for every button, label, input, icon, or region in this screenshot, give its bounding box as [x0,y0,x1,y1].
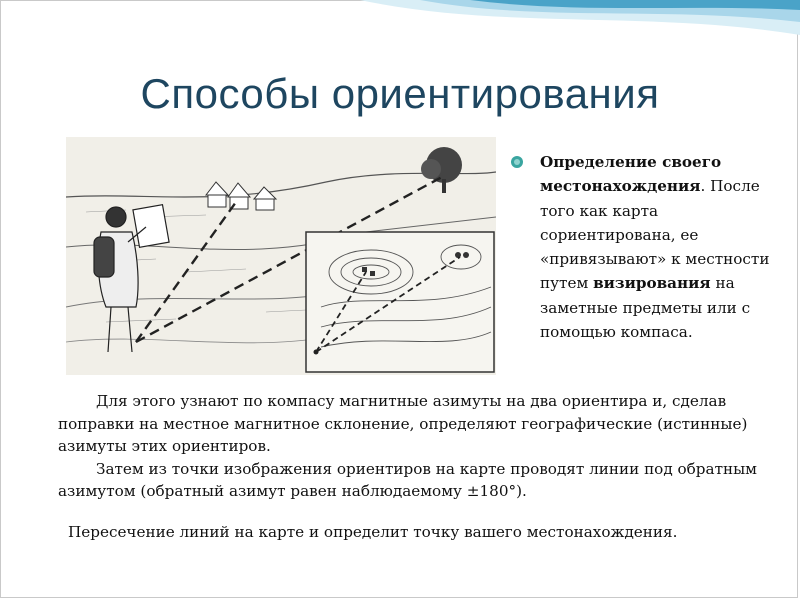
bullet-text-part1: После того как карта сориентирована, ее «привязывают» к местности путем [540,177,770,293]
paragraph-reverse-azimuth: Затем из точки изображения ориентиров на карте проводят линии под обратным азимутом (обратный азимут равен наблюдаемому ±180°). [58,459,757,500]
orientation-illustration [66,137,496,375]
paragraph-azimuths: Для этого узнают по компасу магнитные азимуты на два ориентира и, сделав поправки на местное магнитное склонение, определяют географические (истинные) азимуты этих ориентиров. [58,392,748,455]
bullet-heading: Определение своего местонахождения [540,153,722,196]
bullet-marker-icon [510,155,524,169]
bullet-text-part2: на заметные предметы или с помощью компаса. [540,274,751,342]
bullet-heading-end: . [700,177,706,196]
bullet-text [540,150,780,344]
bullet-keyword: визирования [593,274,711,293]
paragraph-conclusion: Пересечение линий на карте и определит точку вашего местонахождения. [68,522,678,541]
header-wave-decoration [0,0,800,60]
bullet-point [510,150,780,344]
body-text [58,390,758,543]
slide-title: Способы ориентирования [140,70,660,117]
